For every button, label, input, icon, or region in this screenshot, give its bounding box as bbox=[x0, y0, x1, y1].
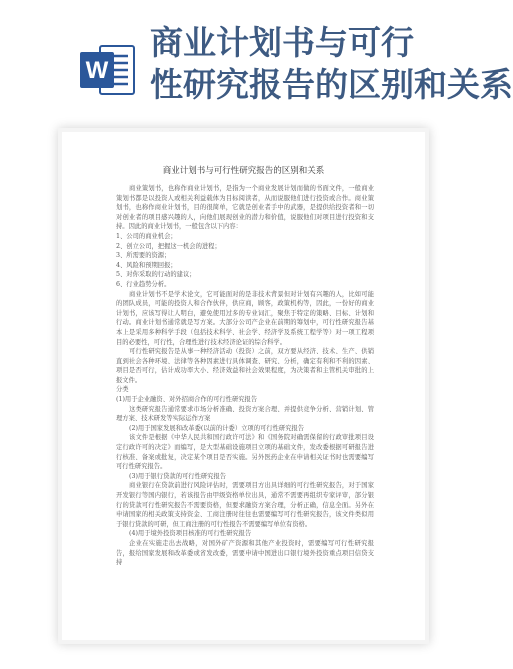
document-paragraph: 企业在实施走出去战略，对国外矿产资源和其他产业投资时，需要编写可行性研究报告，报给国家发展和改革委或省发改委，需要申请中国进出口银行境外投资重点项目信贷支持 bbox=[116, 539, 374, 567]
document-paragraph: 可行性研究报告是从事一种经济活动（投资）之前，双方要从经济、技术、生产、供销直到社会各种环境、法律等各种因素进行具体调查、研究、分析，确定有利和不利的因素、项目是否可行，估计成功率大小、经济效益和社会效果程度，为决策者和主管机关审批的上报文件。 bbox=[116, 348, 374, 384]
document-paragraph: (3)用于银行贷款的可行性研究报告 bbox=[129, 472, 227, 480]
document-paragraph: (1)用于企业融资、对外招商合作的可行性研究报告 bbox=[116, 396, 258, 404]
page-title-line-2: 性研究报告的区别和关系 bbox=[150, 65, 513, 104]
header-banner bbox=[0, 0, 513, 118]
document-paragraph: 5、对你采取的行动的建议； bbox=[116, 271, 196, 279]
page-title-line-1: 商业计划书与可行 bbox=[150, 23, 414, 62]
document-paragraph: 2、创立公司，把握这一机会的进程； bbox=[116, 242, 221, 250]
word-icon-letter: W bbox=[85, 57, 109, 84]
page-title bbox=[150, 22, 513, 106]
document-paragraph: 商业计划书不是学术论文，它可能面对的是非技术背景但对计划有兴趣的人，比如可能的团队成员，可能的投资人和合作伙伴，供应商，顾客，政策机构等，因此，一份好的商业计划书，应该写得让人明白，避免使用过多的专业词汇，聚焦于特定的策略、目标、计划和行动。商业计划书通常就是写方案。大部分公司产企业在前期的筹划中，可行性研究报告基本上是采用多种科学手段（包括技术科学、社会学、经济学及系统工程学等）对一项工程项目的必要性，可行性，合理性进行技术经济论证的综合科学。 bbox=[116, 290, 374, 346]
document-paragraph: 4、风险和预期回报； bbox=[116, 261, 177, 269]
document-paragraph: 1、公司的商业机会； bbox=[116, 232, 177, 240]
document-paragraph: 这类研究报告通常要求市场分析准确、投资方案合理、并提供竞争分析、营销计划、管理方案、技术研发等实际运作方案 bbox=[116, 405, 374, 423]
document-paragraph: 商业策划书，也称作商业计划书，是指为一个商业发展计划而做的书面文件，一般商业策划书都是以投资人或相关利益载体为目标阅读者，从而说服他们进行投资或合作。商业策划书，也称作商业计划书，目的很简单，它就是创业者手中的武器，是提供给投资者和一切对创业者的项目感兴趣的人，向他们展现创业的潜力和价值，说服他们对项目进行投资和支持。因此的商业计划书，一般包含以下内容： bbox=[116, 185, 374, 231]
document-paragraph: 3、所需要的资源； bbox=[116, 252, 171, 260]
document-paragraph: (2)用于国家发展和改革委(以前的计委）立项的可行性研究报告 bbox=[129, 424, 305, 432]
document-paragraph: 商业银行在贷款前进行风险评估时，需要项目方出具详细的可行性研究报告，对于国家开发银行等国内银行，若该报告由甲级资格单位出具，通常不需要再组织专家评审，部分银行的贷款可行性研究报告不需要资格，但要求融资方案合理，分析正确，信息全面。另外在申请国家的相关政策支持资金、工商注册时往往也需要编写可行性研究报告，该文件类似用于银行贷款的可研，但工商注册的可行性报告不需要编写单位有资格。 bbox=[116, 482, 374, 528]
document-paragraph: 该文件是根据《中华人民共和国行政许可法》和《国务院对确需保留的行政审批项目设定行政许可的决定》而编写，是大型基础设施项目立项的基础文件，发改委根据可研报告进行核准、备案或批复，决定某个项目是否实施。另外医药企业在申请相关证书时也需要编写可行性研究报告。 bbox=[116, 434, 374, 471]
document-paragraph: (4)用于境外投资项目核准的可行性研究报告 bbox=[129, 530, 252, 538]
document-title: 商业计划书与可行性研究报告的区别和关系 bbox=[162, 166, 325, 176]
document-paragraph: 6、行业趋势分析。 bbox=[116, 280, 171, 288]
document-body bbox=[116, 184, 374, 568]
document-page bbox=[62, 132, 425, 640]
document-paragraph: 分类 bbox=[116, 386, 129, 394]
word-icon bbox=[78, 40, 138, 100]
